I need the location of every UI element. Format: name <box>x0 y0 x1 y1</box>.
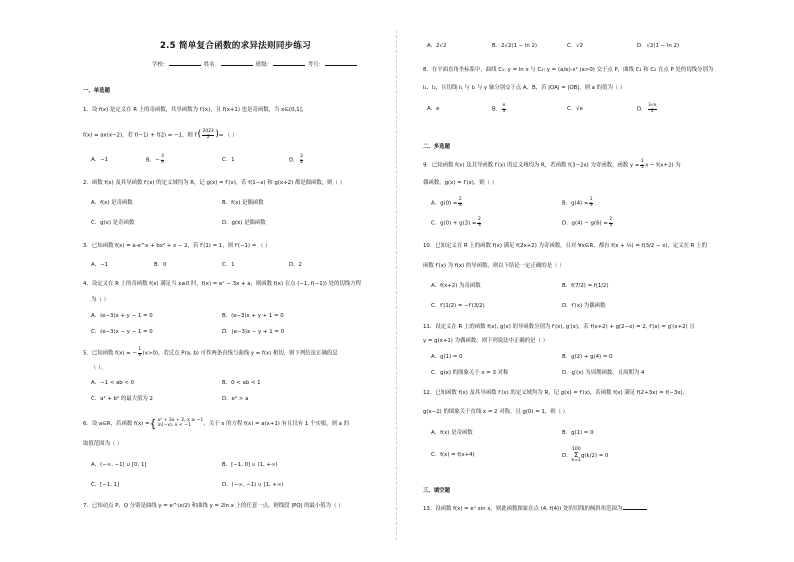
q6-stem: 6．设 a∈R，若函数 f(x) ={ x² + 3x + 2, x ≥ −1 ln(−x), x < −1 ，关于 x 的方程 f(x) = a(x+1) 有且仅有 1 个实根，则 a 的 <box>83 416 350 430</box>
q10-option-b[interactable]: B．f(7/2) = f(1/2) <box>562 283 609 289</box>
q8-stem: 8．在平面直角坐标系中，曲线 C₁: y = ln x 与 C₂: y = (a/e)·x² (a>0) 交于点 P，曲线 C₁ 和 C₂ 在点 P 处的切线分别为 <box>423 67 714 73</box>
right-column <box>397 0 794 562</box>
q7-option-a[interactable]: A．2√2 <box>427 43 447 49</box>
q11-option-d[interactable]: D．g′(x) 为周期函数，且周期为 4 <box>562 370 645 376</box>
q6-option-c[interactable]: C．[−1, 1] <box>91 482 120 488</box>
q5-option-c[interactable]: C．a² + b² 的最大值为 2 <box>91 396 153 402</box>
q13-answer-blank[interactable] <box>623 504 647 510</box>
q10-stem: 10．已知定义在 R 上的函数 f(x) 满足 f(2x+2) 为奇函数，且对 ∀x∈R，都有 f(x + ½) = f(3/2 − x)，定义在 R 上的 <box>423 243 708 249</box>
q5-stem-line2: （ ）。 <box>91 365 107 371</box>
q3-option-c[interactable]: C．1 <box>222 262 235 268</box>
q11-option-a[interactable]: A．g(1) = 0 <box>431 354 463 360</box>
school-blank[interactable] <box>169 60 201 66</box>
q4-option-a[interactable]: A．(e−3)x + y − 1 = 0 <box>91 313 153 319</box>
section-multi-choice: 二、多选题 <box>423 144 450 150</box>
q9-option-a[interactable]: A．g(0) = $\frac{2}{3}$ <box>431 197 462 208</box>
q10-stem-line2: 函数 f′(x) 为 f(x) 的导函数，则以下结论一定正确的是（ ） <box>423 263 565 269</box>
q12-option-a[interactable]: A．f(x) 是奇函数 <box>431 430 473 436</box>
q10-option-a[interactable]: A．f(x+2) 为奇函数 <box>431 283 481 289</box>
section-fill-in: 三、填空题 <box>423 488 450 494</box>
q6-option-b[interactable]: B．[−1, 0] ∪ (1, +∞) <box>222 462 278 468</box>
school-label: 学校： <box>152 62 169 68</box>
q12-stem: 12．已知函数 f(x) 及其导函数 f′(x) 的定义域均为 R，记 g(x) = f′(x)，若函数 f(x) 满足 f(2+3x) = f(−3x)， <box>423 390 689 396</box>
name-blank[interactable] <box>221 60 253 66</box>
class-blank[interactable] <box>273 60 305 66</box>
q10-option-c[interactable]: C．f′(1/2) = −f′(3/2) <box>431 303 485 309</box>
q11-stem: 11．设定义在 R 上的函数 f(x), g(x) 的导函数分别为 f′(x), g′(x)，若 f(x+2) + g(2−x) = 2, f′(x) = g′(x+2) 且 <box>423 324 695 330</box>
q4-stem: 4．设定义在 R 上的奇函数 f(x) 满足当 x≥0 时，f(x) = eˣ − 3x + a，则函数 f(x) 在点 (−1, f(−1)) 处的切线方程 <box>83 281 361 287</box>
q12-option-c[interactable]: C．f(x) = f(x+4) <box>431 452 475 458</box>
page-title: 2.5 简单复合函数的求异法则同步练习 <box>160 41 311 51</box>
q3-option-a[interactable]: A．−1 <box>91 262 109 268</box>
name-label: 姓名： <box>203 62 221 68</box>
exam-no-blank[interactable] <box>325 60 357 66</box>
section-single-choice: 一、单选题 <box>83 88 110 94</box>
q8-option-b[interactable]: B． $\frac{e}{3}$ <box>492 103 506 114</box>
q1-stem: 1．设 f(x) 是定义在 R 上的奇函数，其导函数为 f′(x)，且 f(x+1) 也是奇函数，当 x∈(0,1]， <box>83 107 308 113</box>
class-label: 班级： <box>255 62 272 68</box>
q2-option-c[interactable]: C．g(x) 是奇函数 <box>91 220 135 226</box>
q7-option-b[interactable]: B．2√2(1 − ln 2) <box>492 43 538 49</box>
q3-option-b[interactable]: B．0 <box>154 262 167 268</box>
q6-option-a[interactable]: A．(−∞, −1) ∪ [0, 1] <box>91 462 147 468</box>
q13-stem: 13．设函数 f(x) = eˣ sin x，则此函数图象在点 (4, f(4)) 处的切线的倾斜角范围为 <box>423 504 648 513</box>
q1-option-d[interactable]: D． $\frac{3}{2}$ <box>289 154 303 165</box>
q7-option-d[interactable]: D．√2(1 − ln 2) <box>637 43 680 49</box>
q12-stem-line2: g(x−2) 的图象关于直线 x = 2 对称，且 g(0) = 1，则（ ） <box>423 409 569 415</box>
q4-option-b[interactable]: B．(e−3)x + y + 1 = 0 <box>222 313 284 319</box>
q1-fraction: $\frac{2023}{2}$ <box>202 129 214 140</box>
q9-option-c[interactable]: C．g(0) + g(3) = $\frac{2}{3}$ <box>431 217 481 228</box>
q11-option-b[interactable]: B．g(2) + g(4) = 0 <box>562 354 613 360</box>
q6-option-d[interactable]: D．(−∞, −1) ∪ [1, +∞) <box>222 482 284 488</box>
q4-option-c[interactable]: C．(e−3)x − y − 1 = 0 <box>91 329 153 335</box>
q4-option-d[interactable]: D．(e−3)x − y + 1 = 0 <box>222 329 285 335</box>
q1-option-c[interactable]: C．1 <box>222 157 235 163</box>
q3-stem: 3．已知函数 f(x) = a·e^x + bx² + x − 2，若 f′(1) = 1，则 f′(−1) = （ ） <box>83 243 271 249</box>
q1-option-b[interactable]: B．− $\frac{3}{4}$ <box>146 154 164 165</box>
q8-option-c[interactable]: C．√e <box>567 106 583 112</box>
q9-option-d[interactable]: D．g(4) − g(6) = $\frac{2}{3}$ <box>562 217 613 228</box>
q9-option-b[interactable]: B．g(4) = $\frac{1}{3}$ <box>562 197 593 208</box>
q8-stem-line2: l₁、l₂，且切线 l₁ 与 l₂ 与 y 轴分别交于点 A、B，若 |OA| = |OB|，则 a 的值为（ ） <box>423 85 626 91</box>
q2-option-b[interactable]: B．f(x) 是偶函数 <box>222 200 264 206</box>
q6-stem-line2: 取值范围为（ ） <box>83 441 123 447</box>
q7-option-c[interactable]: C．√2 <box>567 43 584 49</box>
q5-stem: 5．已知函数 f(x) = − $\frac{1}{x}$ (x>0)，若过点 P(a, b) 可作两条直线与曲线 y = f(x) 相切，则下列结论正确的是 <box>83 347 338 358</box>
q12-option-b[interactable]: B．g(1) = 0 <box>562 430 594 436</box>
q2-option-d[interactable]: D．g(x) 是偶函数 <box>222 220 266 226</box>
q1-option-a[interactable]: A．−1 <box>91 157 109 163</box>
q10-option-d[interactable]: D．f′(x) 为偶函数 <box>562 303 606 309</box>
q3-option-d[interactable]: D．2 <box>289 262 302 268</box>
student-info-line <box>152 60 358 69</box>
q5-option-b[interactable]: B．0 < ab < 1 <box>222 380 261 386</box>
q5-option-a[interactable]: A．−1 < ab < 0 <box>91 380 135 386</box>
q12-option-d[interactable]: D． 100 Σ k=1 g(k/2) = 0 <box>562 447 609 464</box>
q8-option-d[interactable]: D． $\frac{3√e}{3}$ <box>637 103 657 114</box>
q9-stem: 9．已知函数 f(x) 及其导函数 f′(x) 的定义域均为 R，若函数 f(3−2x) 为奇函数，函数 y = $\frac{1}{3}$ x − f(x+2) 为 <box>423 159 681 170</box>
q8-option-a[interactable]: A．e <box>427 106 440 112</box>
q6-piecewise: x² + 3x + 2, x ≥ −1 ln(−x), x < −1 <box>157 418 204 429</box>
q2-stem: 2．函数 f(x) 及其导函数 f′(x) 的定义域均为 R，记 g(x) = f′(x)，若 f(1−x) 和 g(x+2) 都是偶函数，则（ ） <box>83 180 346 186</box>
exam-no-label: 考号： <box>307 62 324 68</box>
q11-option-c[interactable]: C．g(x) 的图象关于 x = 3 对称 <box>431 370 509 376</box>
q4-stem-line2: 为（ ） <box>91 297 109 303</box>
q9-stem-line2: 偶函数，g(x) = f′(x)，则（ ） <box>423 180 498 186</box>
q7-stem: 7．已知动点 P、Q 分别是曲线 y = e^(x/2) 和曲线 y = 2ln x 上的任意一点，则线段 |PQ| 的最小值为（ ） <box>83 503 344 509</box>
q2-option-a[interactable]: A．f(x) 是奇函数 <box>91 200 133 206</box>
q5-option-d[interactable]: D．eᵇ > a <box>222 396 249 402</box>
q11-stem-line2: y = g(x+1) 为偶函数，则下列说法中正确的是（ ） <box>423 338 548 344</box>
q1-stem-line2: f(x) = ax(x−2)，若 f(−1) + f(2) = −1，则 f′( $\frac{2023}{2}$ )= （ ） <box>83 129 238 140</box>
